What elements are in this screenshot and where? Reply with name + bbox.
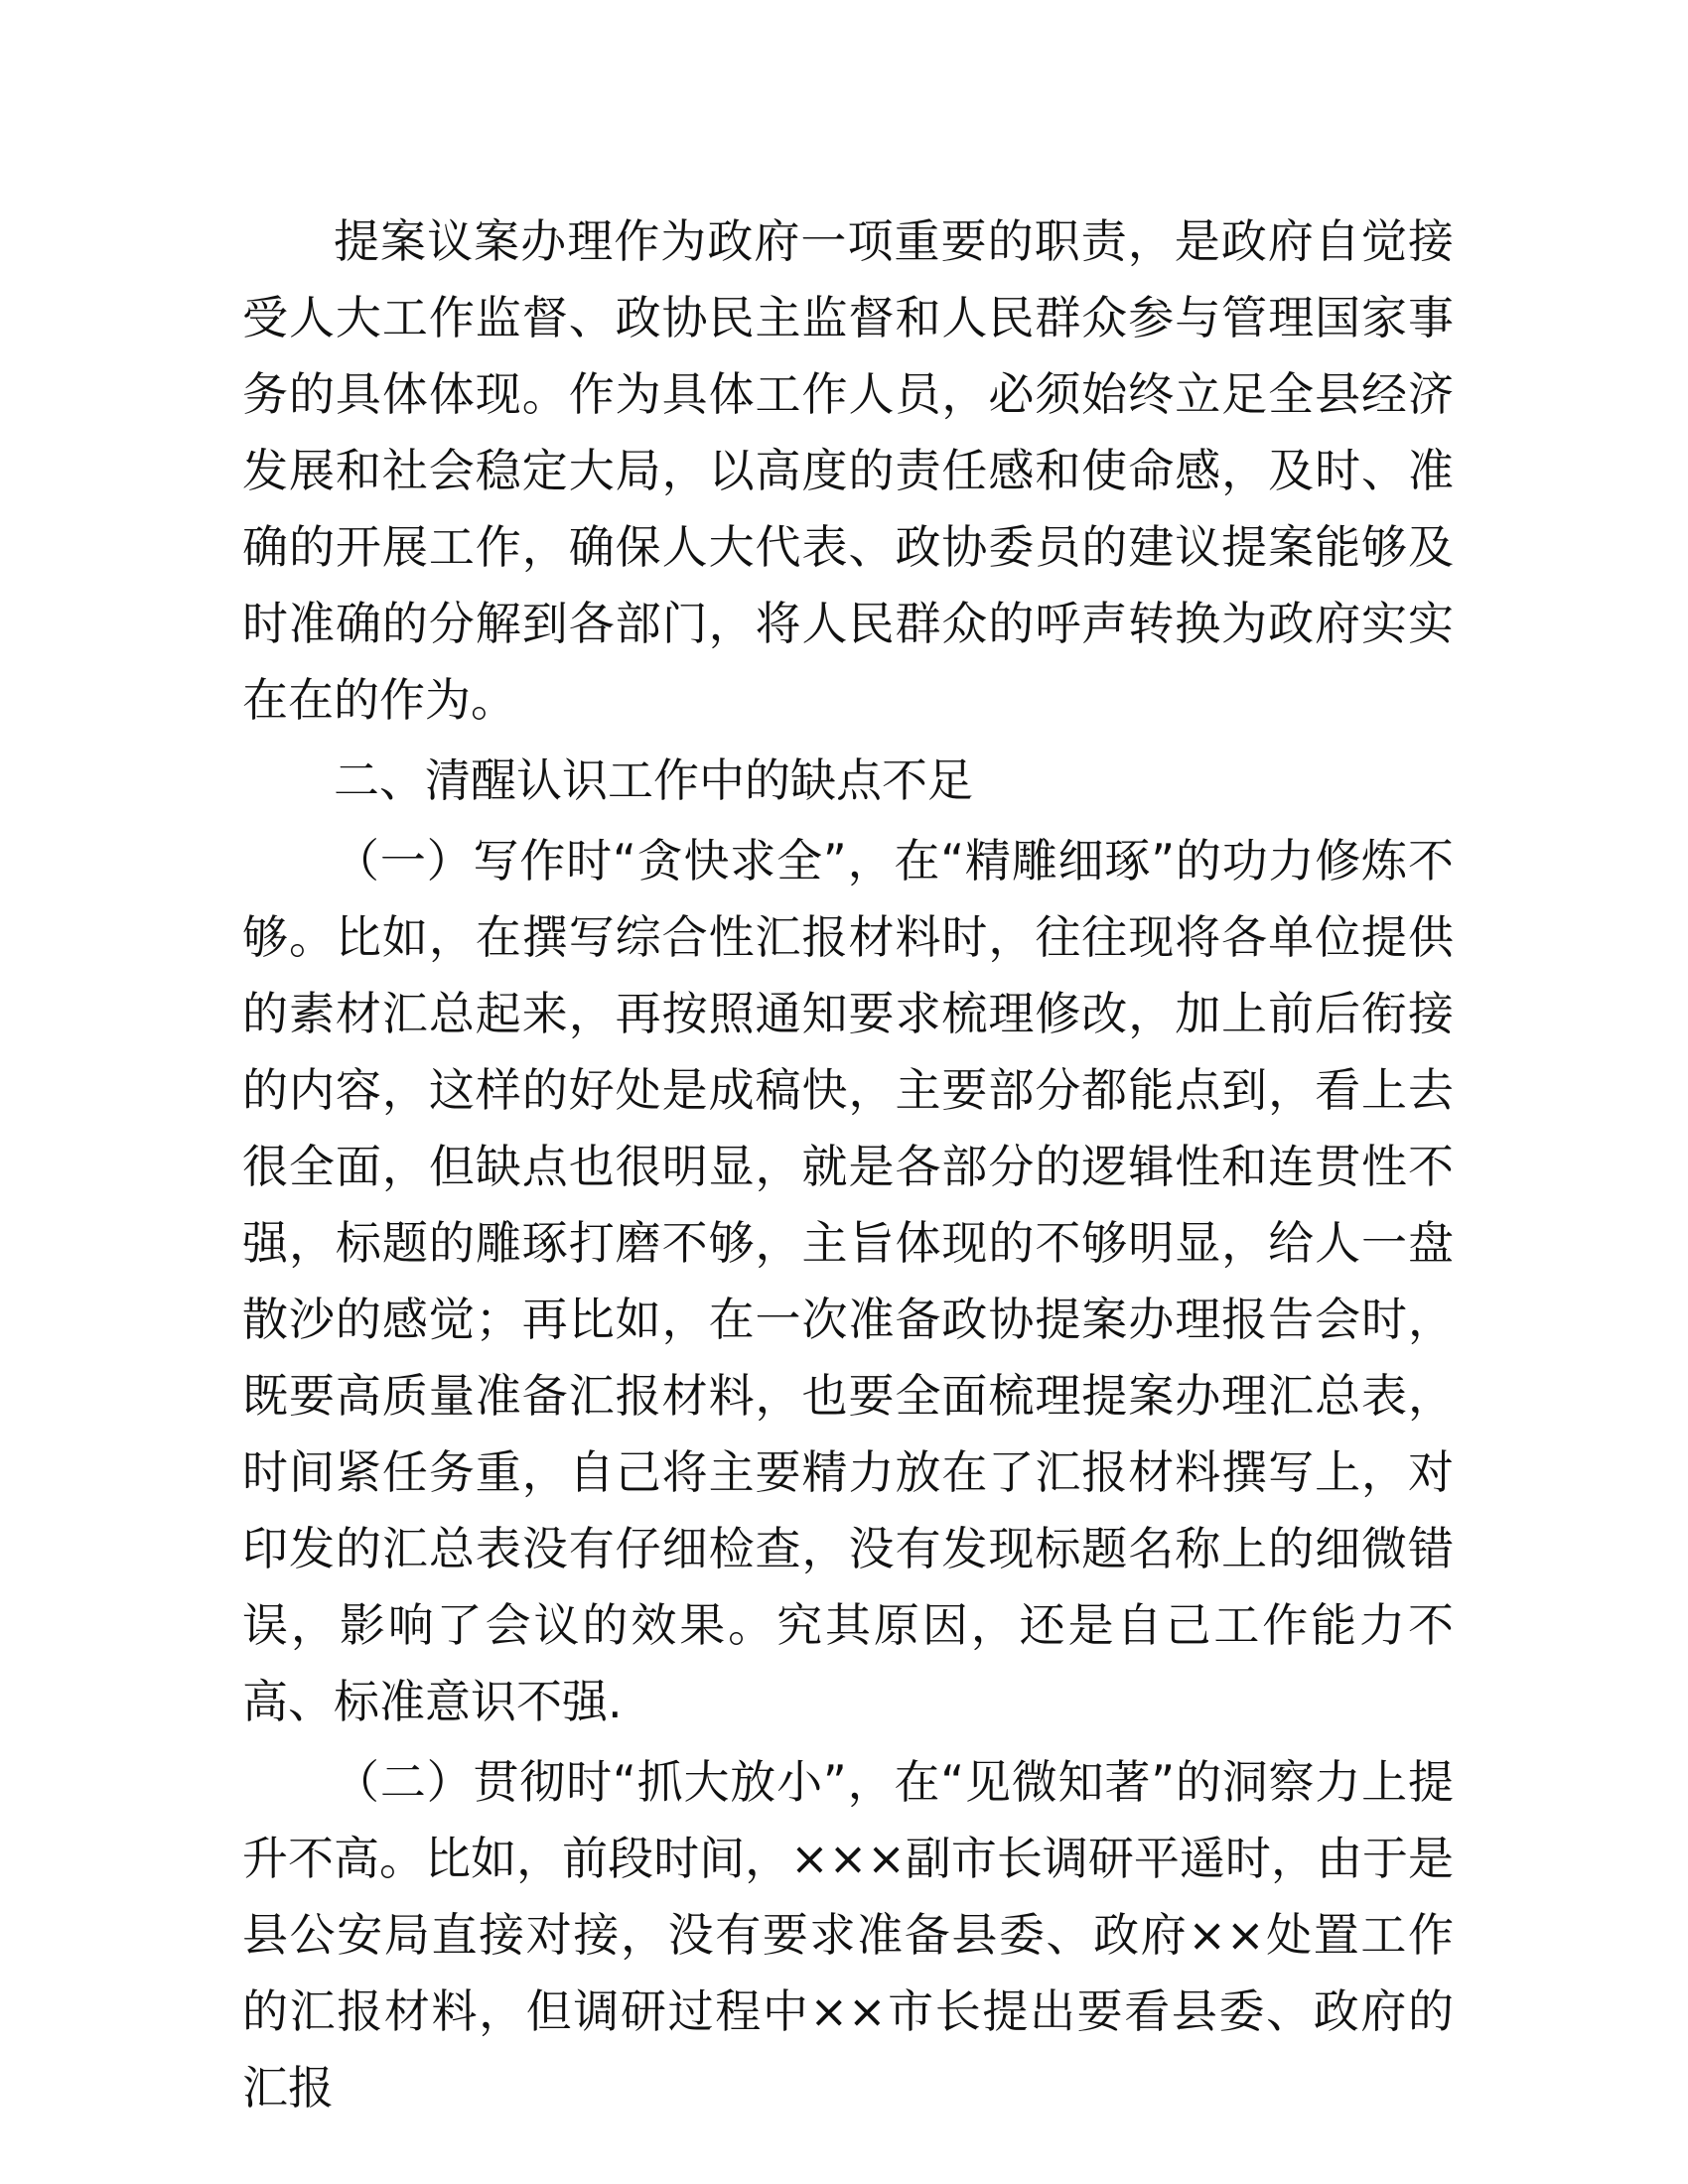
paragraph-implementation-shortcoming: （二）贯彻时“抓大放小”，在“见微知著”的洞察力上提升不高。比如，前段时间，×××副市长调研平遥时，由于是县公安局直接对接，没有要求准备县委、政府××处置工作的汇报材料，但调研过程中××市长提出要看县委、政府的汇报 — [242, 1755, 1454, 2115]
section-heading-shortcomings: 二、清醒认识工作中的缺点不足 — [334, 753, 973, 807]
document-body — [242, 204, 1454, 2126]
paragraph-writing-shortcoming: （一）写作时“贪快求全”，在“精雕细琢”的功力修炼不够。比如，在撰写综合性汇报材料时，往往现将各单位提供的素材汇总起来，再按照通知要求梳理修改，加上前后衔接的内容，这样的好处是成稿快，主要部分都能点到，看上去很全面，但缺点也很明显，就是各部分的逻辑性和连贯性不强，标题的雕琢打磨不够，主旨体现的不够明显，给人一盘散沙的感觉；再比如，在一次准备政协提案办理报告会时，既要高质量准备汇报材料，也要全面梳理提案办理汇总表，时间紧任务重，自己将主要精力放在了汇报材料撰写上，对印发的汇总表没有仔细检查，没有发现标题名称上的细微错误，影响了会议的效果。究其原因，还是自己工作能力不高、标准意识不强. — [242, 834, 1454, 1728]
paragraph-proposal-handling: 提案议案办理作为政府一项重要的职责，是政府自觉接受人大工作监督、政协民主监督和人民群众参与管理国家事务的具体体现。作为具体工作人员，必须始终立足全县经济发展和社会稳定大局，以高度的责任感和使命感，及时、准确的开展工作，确保人大代表、政协委员的建议提案能够及时准确的分解到各部门，将人民群众的呼声转换为政府实实在在的作为。 — [242, 214, 1454, 727]
